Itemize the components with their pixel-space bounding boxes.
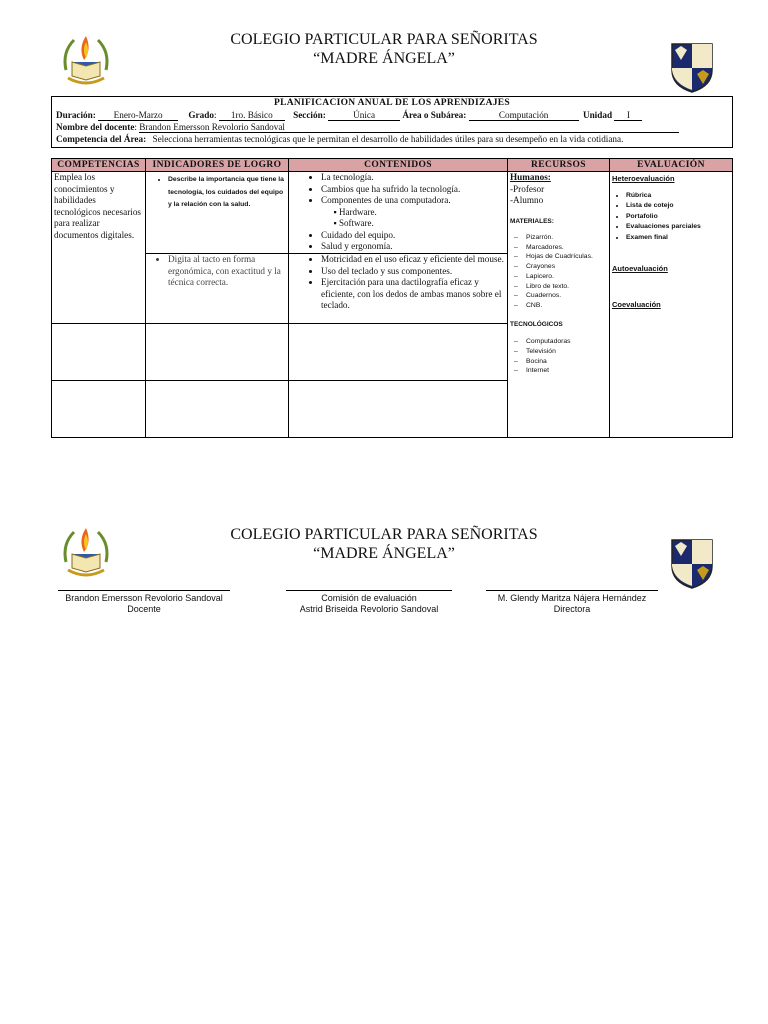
competencia-row (56, 134, 623, 144)
signature-role: Astrid Briseida Revolorio Sandoval (299, 604, 439, 614)
signature-block-comision (286, 590, 452, 615)
co-label: Coevaluación (612, 299, 661, 309)
empty-cell (52, 324, 146, 381)
empty-cell (289, 381, 508, 438)
contenidos-cell-2 (289, 254, 508, 324)
signature-role: Directora (553, 604, 591, 614)
contenido-item: • Componentes de una computadora. (321, 195, 505, 207)
grado-value: 1ro. Básico (219, 110, 285, 121)
hetero-item: • Evaluaciones parciales (626, 222, 730, 233)
indicador-cell-2 (146, 254, 289, 324)
hetero-item: • Portafolio (626, 212, 730, 223)
indicador-2: • Digita al tacto en forma ergonómica, con exactitud y la técnica correcta. (168, 254, 286, 289)
docente-row: Nombre del docente: Brandon Emersson Revolorio Sandoval (56, 122, 679, 133)
indicador-cell-1 (146, 172, 289, 254)
table-row (52, 172, 733, 254)
tecnologico-item: – Bocina (526, 357, 607, 367)
docente-value: Brandon Emersson Revolorio Sandoval (139, 122, 679, 133)
docente-label: Nombre del docente (56, 122, 135, 132)
area-label: Área o Subárea: (402, 110, 467, 120)
duracion-label: Duración: (56, 110, 96, 120)
hetero-item: • Lista de cotejo (626, 201, 730, 212)
hetero-item: • Rúbrica (626, 191, 730, 202)
humanos-item: -Profesor (510, 183, 545, 194)
signature-line (286, 590, 452, 591)
contenido-item: • Salud y ergonomía. (321, 241, 505, 253)
col-header-competencias: COMPETENCIAS (52, 159, 146, 172)
school-name-line2: “MADRE ÁNGELA” (313, 50, 455, 67)
table-header-row (52, 159, 733, 172)
material-item: – Libro de texto. (526, 282, 607, 292)
signature-role: Docente (127, 604, 161, 614)
contenido-item: • Ejercitación para una dactilografía eficaz y eficiente, con los dedos de ambas manos sobre el teclado. (321, 277, 505, 312)
plan-meta-row: Duración: Enero-Marzo Grado: 1ro. Básico Sección: Única Área o Subárea: Computación Unidad I (56, 110, 642, 121)
signature-name: M. Glendy Maritza Nájera Hernández (497, 593, 647, 603)
plan-info-box (51, 96, 733, 148)
competencia-cell (52, 172, 146, 324)
signature-block-docente (58, 590, 230, 615)
seccion-value: Única (328, 110, 400, 121)
footer-school-name-line2: “MADRE ÁNGELA” (313, 545, 455, 562)
material-item: – Crayones (526, 262, 607, 272)
competencia-label: Competencia del Área: (56, 134, 147, 144)
footer-school-name-line1: COLEGIO PARTICULAR PARA SEÑORITAS (230, 526, 538, 543)
contenido-subitem: ▪ Software. (339, 218, 505, 230)
material-item: – Pizarrón. (526, 233, 607, 243)
tecnologico-item: – Computadoras (526, 337, 607, 347)
signature-line (486, 590, 658, 591)
signature-line (58, 590, 230, 591)
empty-cell (146, 381, 289, 438)
area-value: Computación (469, 110, 579, 121)
signature-name: Comisión de evaluación (321, 593, 417, 603)
contenido-item: • Cuidado del equipo. (321, 230, 505, 242)
empty-cell (146, 324, 289, 381)
recursos-cell (508, 172, 610, 438)
contenido-item: • Cambios que ha sufrido la tecnología. (321, 184, 505, 196)
hetero-item: • Examen final (626, 233, 730, 244)
col-header-evaluacion: EVALUACIÓN (610, 159, 733, 172)
contenido-item: • Uso del teclado y sus componentes. (321, 266, 505, 278)
signature-block-directora (486, 590, 658, 615)
contenidos-cell-1 (289, 172, 508, 254)
auto-label: Autoevaluación (612, 264, 668, 273)
col-header-recursos: RECURSOS (508, 159, 610, 172)
planning-table (51, 158, 733, 438)
tecnologico-item: – Televisión (526, 347, 607, 357)
material-item: – CNB. (526, 301, 607, 311)
humanos-label: Humanos: (510, 172, 551, 182)
duracion-value: Enero-Marzo (98, 110, 178, 121)
plan-heading: PLANIFICACION ANUAL DE LOS APRENDIZAJES (273, 98, 511, 108)
material-item: – Hojas de Cuadrículas. (526, 252, 607, 262)
material-item: – Cuadernos. (526, 291, 607, 301)
school-shield-logo-footer (669, 536, 715, 590)
materiales-label: MATERIALES: (510, 217, 554, 225)
unidad-value: I (614, 110, 642, 121)
hetero-label: Heteroevaluación (612, 174, 675, 183)
competencia-value: Selecciona herramientas tecnológicas que le permitan el desarrollo de habilidades útiles para su desempeño en la vida cotidiana. (152, 134, 624, 144)
col-header-indicadores: INDICADORES DE LOGRO (146, 159, 289, 172)
material-item: – Marcadores. (526, 243, 607, 253)
evaluacion-cell (610, 172, 733, 438)
humanos-item: -Alumno (510, 195, 544, 205)
school-name-line1: COLEGIO PARTICULAR PARA SEÑORITAS (230, 31, 538, 48)
contenido-item: • Motricidad en el uso eficaz y eficiente del mouse. (321, 254, 505, 266)
school-shield-logo (669, 40, 715, 94)
unidad-label: Unidad (582, 110, 613, 120)
tecnologico-item: – Internet (526, 366, 607, 376)
contenido-subitem: ▪ Hardware. (339, 207, 505, 219)
tecnologicos-label: TECNOLÓGICOS (510, 320, 563, 328)
signature-name: Brandon Emersson Revolorio Sandoval (65, 593, 223, 603)
competencia-text: Emplea los conocimientos y habilidades tecnológicos necesarios para realizar documentos digitales. (54, 172, 141, 240)
indicador-1: • Describe la importancia que tiene la tecnología, los cuidados del equipo y la relación con la salud. (168, 174, 286, 212)
empty-cell (52, 381, 146, 438)
empty-cell (289, 324, 508, 381)
contenido-item: • La tecnología. (321, 172, 505, 184)
grado-label: Grado (188, 110, 214, 120)
material-item: – Lapicero. (526, 272, 607, 282)
col-header-contenidos: CONTENIDOS (289, 159, 508, 172)
seccion-label: Sección: (293, 110, 326, 120)
